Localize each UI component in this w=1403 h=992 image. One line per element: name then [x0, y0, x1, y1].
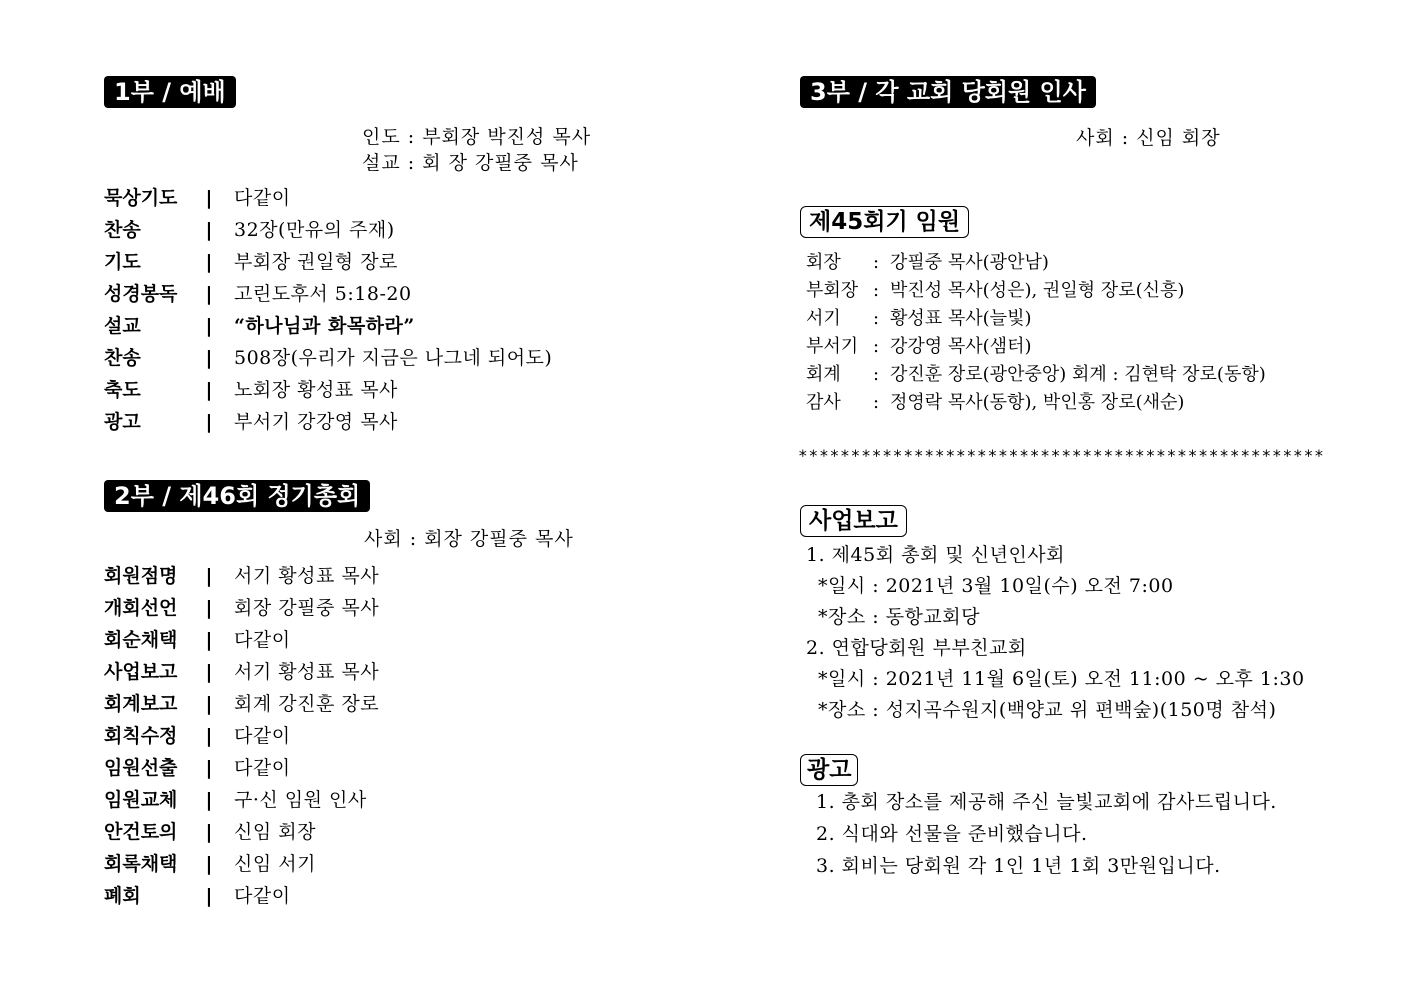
- program-separator: |: [205, 251, 213, 273]
- report-title: 사업보고: [800, 505, 907, 537]
- program-label: 광고: [104, 411, 141, 433]
- program-label: 찬송: [104, 347, 141, 369]
- officers-list: [806, 249, 1266, 417]
- program-label: 임원선출: [104, 757, 178, 779]
- notice-line: 2. 식대와 선물을 준비했습니다.: [816, 823, 1088, 845]
- program-label: 회칙수정: [104, 725, 178, 747]
- notice-list: [816, 786, 1277, 882]
- program-separator: |: [205, 565, 213, 587]
- program-label: 임원교체: [104, 789, 178, 811]
- program-label: 안건토의: [104, 821, 178, 843]
- program-value: 508장(우리가 지금은 나그네 되어도): [234, 347, 553, 369]
- part1-leader-line1: 인도 : 부회장 박진성 목사: [362, 126, 592, 148]
- program-label: 성경봉독: [104, 283, 178, 305]
- program-row: [104, 784, 379, 816]
- program-row: [104, 406, 552, 438]
- program-separator: |: [205, 411, 213, 433]
- program-value: 신임 서기: [234, 853, 316, 875]
- program-label: 찬송: [104, 219, 141, 241]
- program-value: 부서기 강강영 목사: [234, 411, 398, 433]
- part2-leader: 사회 : 회장 강필중 목사: [364, 528, 574, 550]
- program-separator: |: [205, 789, 213, 811]
- part1-leader-line2: 설교 : 회 장 강필중 목사: [362, 152, 579, 174]
- program-separator: |: [205, 629, 213, 651]
- program-row: [104, 310, 552, 342]
- program-separator: |: [205, 187, 213, 209]
- program-label: 회순채택: [104, 629, 178, 651]
- officer-value: 강강영 목사(샘터): [890, 336, 1032, 357]
- program-row: [104, 182, 552, 214]
- program-value: 부회장 권일형 장로: [234, 251, 398, 273]
- officer-row: [806, 361, 1266, 389]
- report-line: *일시 : 2021년 11월 6일(토) 오전 11:00 ~ 오후 1:30: [818, 668, 1305, 690]
- program-label: 사업보고: [104, 661, 178, 683]
- program-value: 서기 황성표 목사: [234, 661, 380, 683]
- program-separator: |: [205, 725, 213, 747]
- program-row: [104, 342, 552, 374]
- asterisk-divider: **************************************************: [798, 446, 1325, 465]
- program-label: 회계보고: [104, 693, 178, 715]
- program-separator: |: [205, 315, 213, 337]
- officer-role: 부서기: [806, 336, 859, 357]
- program-label: 묵상기도: [104, 187, 178, 209]
- officer-role: 부회장: [806, 280, 859, 301]
- program-row: [104, 752, 379, 784]
- program-row: [104, 848, 379, 880]
- notice-line: 3. 회비는 당회원 각 1인 1년 1회 3만원입니다.: [816, 855, 1221, 877]
- program-separator: |: [205, 347, 213, 369]
- part3-title: 3부 / 각 교회 당회원 인사: [800, 76, 1096, 108]
- program-value: 서기 황성표 목사: [234, 565, 380, 587]
- program-separator: |: [205, 821, 213, 843]
- officer-value: 박진성 목사(성은), 권일형 장로(신흥): [890, 280, 1185, 301]
- part2-program-list: [104, 560, 379, 912]
- program-value: “하나님과 화목하라”: [234, 315, 415, 337]
- program-value: 다같이: [234, 757, 291, 779]
- report-line: *일시 : 2021년 3월 10일(수) 오전 7:00: [818, 575, 1174, 597]
- program-row: [104, 720, 379, 752]
- part2-title: 2부 / 제46회 정기총회: [104, 480, 370, 512]
- officer-value: 황성표 목사(늘빛): [890, 308, 1032, 329]
- program-value: 회계 강진훈 장로: [234, 693, 380, 715]
- officer-separator: :: [872, 280, 880, 301]
- part1-program-list: [104, 182, 552, 438]
- report-list: [806, 540, 1305, 726]
- program-label: 폐회: [104, 885, 141, 907]
- report-line: 2. 연합당회원 부부친교회: [806, 637, 1027, 659]
- officer-role: 회계: [806, 364, 841, 385]
- officer-separator: :: [872, 336, 880, 357]
- officer-role: 감사: [806, 392, 841, 413]
- program-row: [104, 816, 379, 848]
- program-row: [104, 688, 379, 720]
- program-row: [104, 560, 379, 592]
- program-label: 기도: [104, 251, 141, 273]
- program-row: [104, 246, 552, 278]
- program-row: [104, 656, 379, 688]
- officer-value: 강필중 목사(광안남): [890, 252, 1049, 273]
- program-separator: |: [205, 693, 213, 715]
- officer-row: [806, 333, 1266, 361]
- officer-row: [806, 305, 1266, 333]
- program-value: 고린도후서 5:18-20: [234, 283, 412, 305]
- officer-row: [806, 249, 1266, 277]
- officer-value: 강진훈 장로(광안중앙) 회계 : 김현탁 장로(동항): [890, 364, 1266, 385]
- officer-separator: :: [872, 364, 880, 385]
- program-separator: |: [205, 853, 213, 875]
- program-separator: |: [205, 757, 213, 779]
- program-separator: |: [205, 283, 213, 305]
- program-value: 노회장 황성표 목사: [234, 379, 398, 401]
- program-label: 축도: [104, 379, 141, 401]
- officer-separator: :: [872, 252, 880, 273]
- program-label: 개회선언: [104, 597, 178, 619]
- program-value: 다같이: [234, 629, 291, 651]
- report-line: *장소 : 동항교회당: [818, 606, 980, 628]
- officer-separator: :: [872, 308, 880, 329]
- officer-row: [806, 277, 1266, 305]
- officer-role: 회장: [806, 252, 841, 273]
- report-line: 1. 제45회 총회 및 신년인사회: [806, 544, 1066, 566]
- program-row: [104, 278, 552, 310]
- program-value: 다같이: [234, 725, 291, 747]
- officer-row: [806, 389, 1266, 417]
- officers-title: 제45회기 임원: [800, 206, 969, 238]
- part1-title: 1부 / 예배: [104, 76, 236, 108]
- officer-value: 정영락 목사(동항), 박인홍 장로(새순): [890, 392, 1185, 413]
- program-separator: |: [205, 885, 213, 907]
- notice-line: 1. 총회 장소를 제공해 주신 늘빛교회에 감사드립니다.: [816, 791, 1277, 813]
- program-separator: |: [205, 219, 213, 241]
- program-label: 회원점명: [104, 565, 178, 587]
- program-value: 회장 강필중 목사: [234, 597, 380, 619]
- program-value: 신임 회장: [234, 821, 316, 843]
- program-row: [104, 624, 379, 656]
- program-row: [104, 880, 379, 912]
- notice-title: 광고: [800, 754, 858, 786]
- program-row: [104, 214, 552, 246]
- program-label: 설교: [104, 315, 141, 337]
- program-row: [104, 592, 379, 624]
- officer-role: 서기: [806, 308, 841, 329]
- officer-separator: :: [872, 392, 880, 413]
- program-separator: |: [205, 661, 213, 683]
- program-label: 회록채택: [104, 853, 178, 875]
- program-separator: |: [205, 597, 213, 619]
- part3-leader: 사회 : 신임 회장: [1076, 127, 1221, 149]
- program-value: 구·신 임원 인사: [234, 789, 367, 811]
- program-row: [104, 374, 552, 406]
- report-line: *장소 : 성지곡수원지(백양교 위 편백숲)(150명 참석): [818, 699, 1277, 721]
- program-value: 다같이: [234, 187, 291, 209]
- program-value: 다같이: [234, 885, 291, 907]
- program-separator: |: [205, 379, 213, 401]
- program-value: 32장(만유의 주재): [234, 219, 395, 241]
